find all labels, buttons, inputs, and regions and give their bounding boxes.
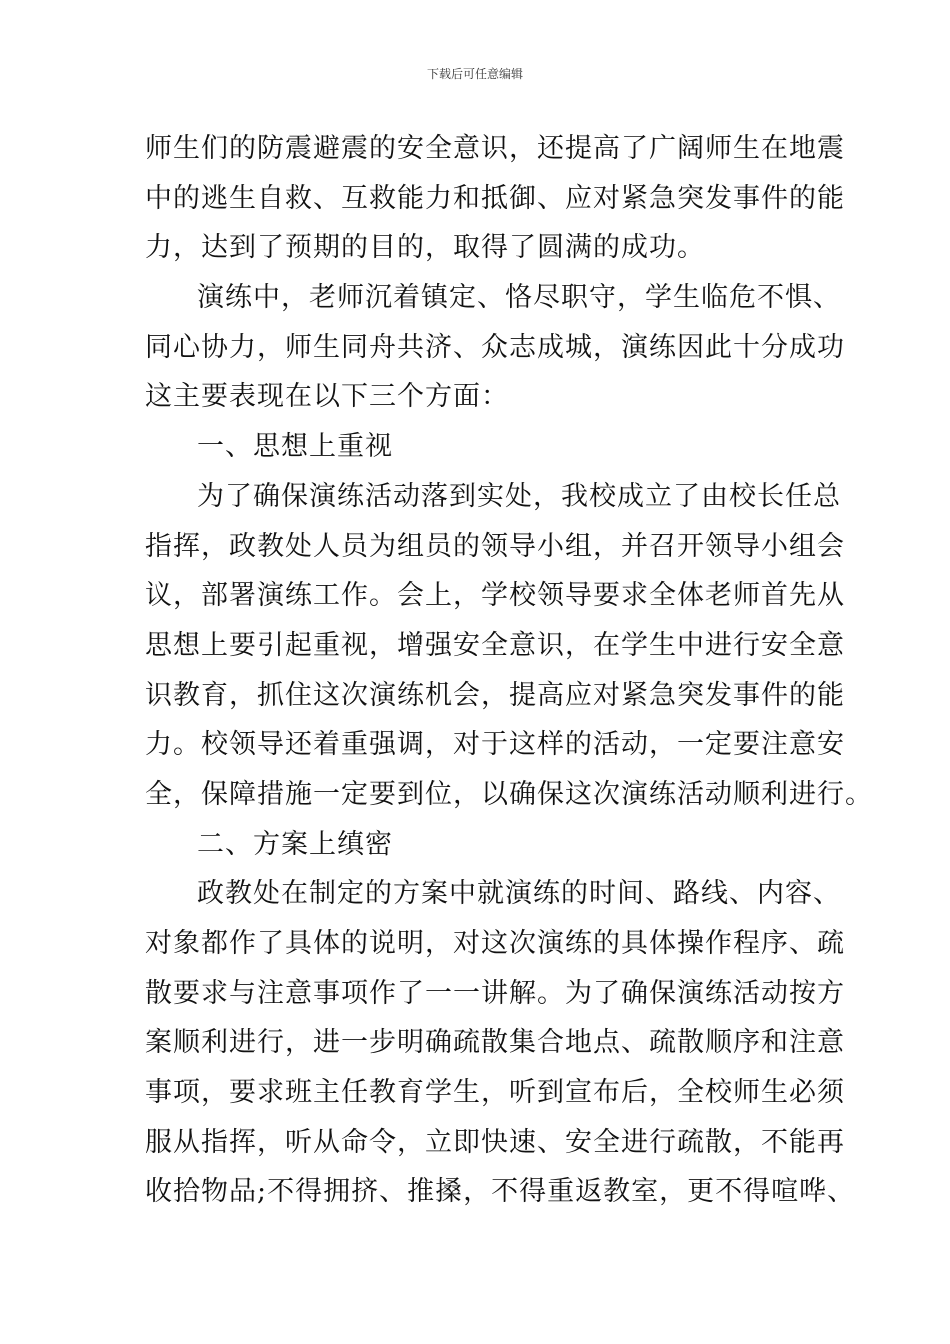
text-line: 对象都作了具体的说明，对这次演练的具体操作程序、疏	[145, 928, 845, 959]
section-heading: 二、方案上缜密	[197, 828, 393, 860]
text-line: 为了确保演练活动落到实处，我校成立了由校长任总	[197, 480, 841, 512]
text-line: 思想上要引起重视，增强安全意识，在学生中进行安全意	[145, 629, 845, 661]
page-header: 下载后可任意编辑	[426, 67, 523, 81]
text-line: 事项，要求班主任教育学生，听到宣布后，全校师生必须	[145, 1077, 845, 1109]
text-line: 议，部署演练工作。会上，学校领导要求全体老师首先从	[145, 580, 845, 612]
text-line: 师生们的防震避震的安全意识，还提高了广阔师生在地震	[145, 133, 845, 164]
text-line: 案顺利进行，进一步明确疏散集合地点、疏散顺序和注意	[145, 1027, 845, 1059]
text-line: 同心协力，师生同舟共济、众志成城，演练因此十分成功	[145, 331, 845, 363]
document-body	[145, 124, 873, 1217]
text-line: 散要求与注意事项作了一一讲解。为了确保演练活动按方	[145, 977, 845, 1009]
text-line: 收拾物品;不得拥挤、推搡，不得重返教室，更不得喧哗、	[145, 1176, 856, 1208]
text-line: 力，达到了预期的目的，取得了圆满的成功。	[145, 232, 705, 264]
text-line: 服从指挥，听从命令，立即快速、安全进行疏散，不能再	[145, 1126, 845, 1158]
text-line: 中的逃生自救、互救能力和抵御、应对紧急突发事件的能	[145, 182, 845, 214]
text-line: 力。校领导还着重强调，对于这样的活动，一定要注意安	[145, 729, 845, 761]
text-line: 政教处在制定的方案中就演练的时间、路线、内容、	[197, 878, 841, 910]
text-line: 演练中，老师沉着镇定、恪尽职守，学生临危不惧、	[197, 282, 841, 314]
text-line: 指挥，政教处人员为组员的领导小组，并召开领导小组会	[145, 530, 845, 562]
text-line: 这主要表现在以下三个方面：	[145, 381, 509, 413]
text-line: 全，保障措施一定要到位，以确保这次演练活动顺利进行。	[145, 778, 873, 810]
section-heading: 一、思想上重视	[197, 431, 393, 463]
text-line: 识教育，抓住这次演练机会，提高应对紧急突发事件的能	[145, 679, 845, 711]
